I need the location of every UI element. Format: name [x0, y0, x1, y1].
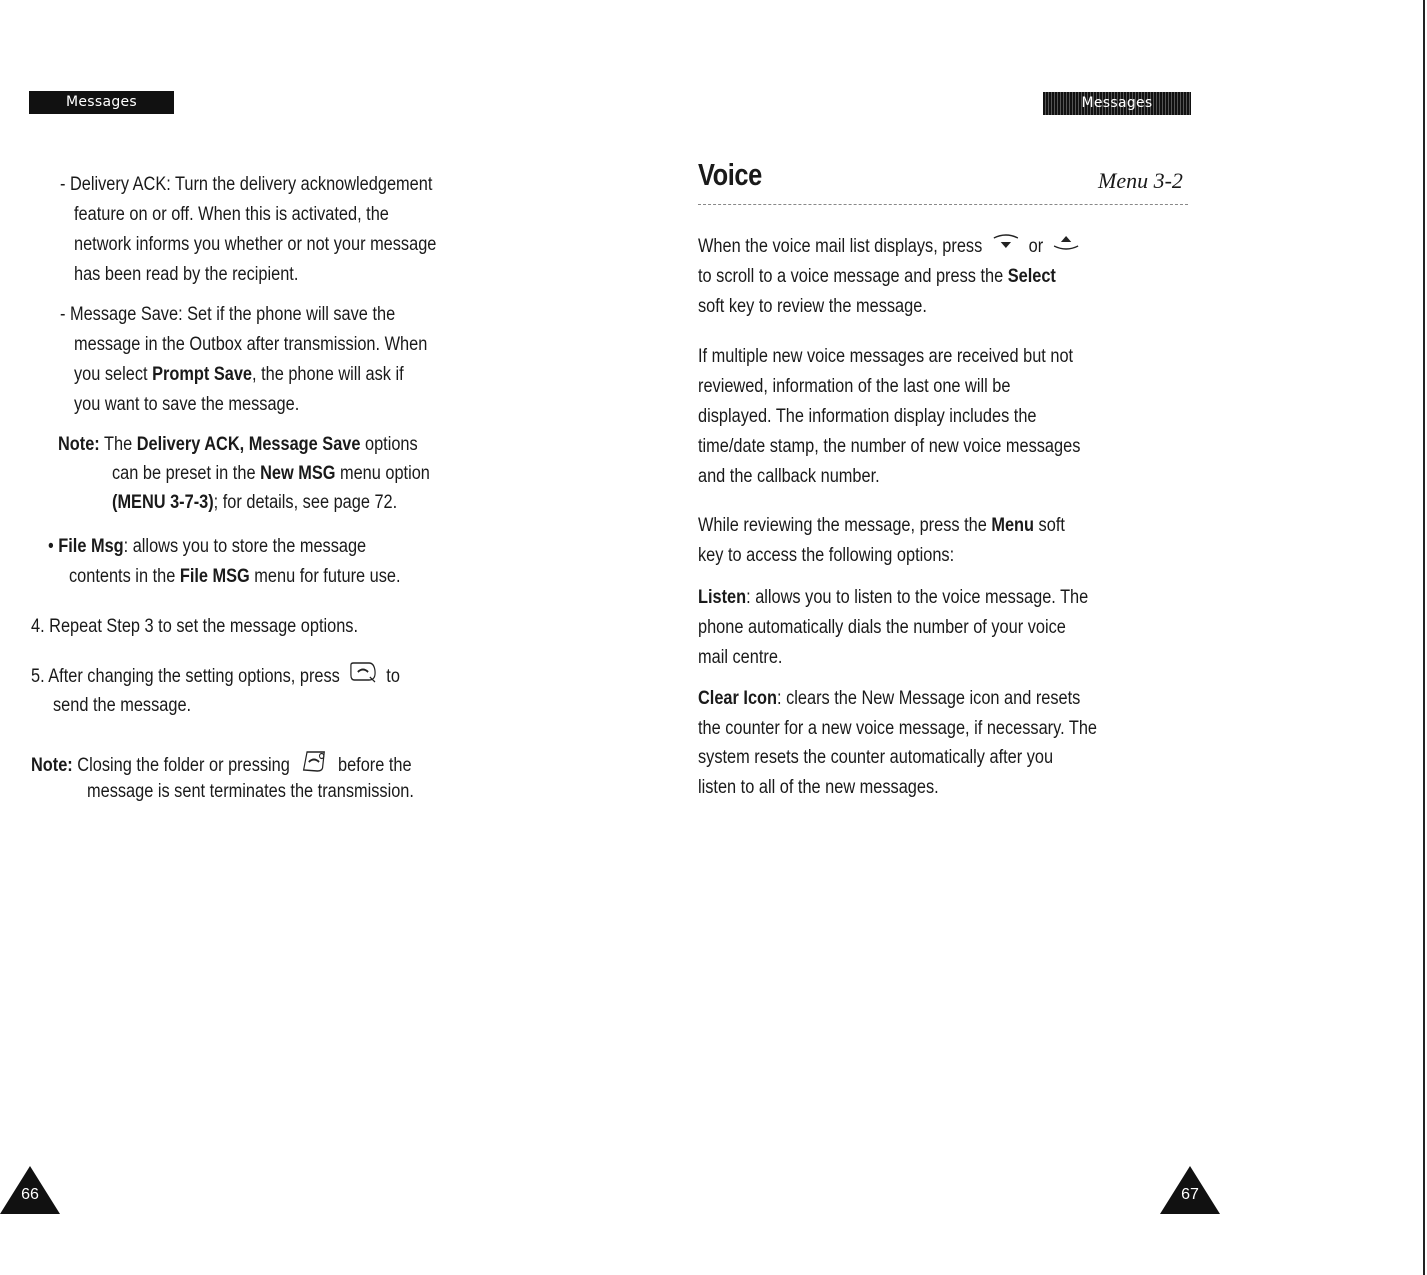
- message-save-line: you select Prompt Save, the phone will ask if: [74, 364, 404, 385]
- clear-icon-option: Clear Icon: clears the New Message icon and resets: [698, 688, 1081, 709]
- menu-reference: Menu 3-2: [1098, 168, 1183, 193]
- listen-option-line: phone automatically dials the number of your voice: [698, 617, 1066, 638]
- section-tab-left: Messages: [29, 91, 174, 114]
- voice-para-1: When the voice mail list displays, press or: [698, 232, 1090, 262]
- note-2-line: message is sent terminates the transmission.: [87, 781, 414, 802]
- send-key-icon: [348, 661, 377, 693]
- section-title: Voice: [698, 157, 762, 192]
- listen-option-line: mail centre.: [698, 647, 783, 668]
- voice-para-3-line: key to access the following options:: [698, 545, 955, 566]
- message-save-line: message in the Outbox after transmission. When: [74, 334, 428, 355]
- voice-para-3: While reviewing the message, press the Menu soft: [698, 515, 1065, 536]
- voice-para-2-line: reviewed, information of the last one will be: [698, 376, 1011, 397]
- voice-para-2-line: If multiple new voice messages are received but not: [698, 346, 1074, 367]
- note-1-line: (MENU 3-7-3); for details, see page 72.: [112, 492, 398, 513]
- voice-para-2-line: time/date stamp, the number of new voice messages: [698, 436, 1081, 457]
- clear-icon-option-line: system resets the counter automatically after you: [698, 747, 1054, 768]
- clear-icon-option-line: the counter for a new voice message, if necessary. The: [698, 718, 1098, 739]
- scroll-up-icon: [991, 232, 1020, 262]
- voice-para-1-line: soft key to review the message.: [698, 296, 927, 317]
- page-number-right: 67: [1160, 1166, 1220, 1214]
- section-tab-right: Messages: [1043, 92, 1191, 115]
- step-4: 4. Repeat Step 3 to set the message options.: [31, 616, 359, 637]
- step-5-line: send the message.: [53, 695, 192, 716]
- page-number-left: 66: [0, 1166, 60, 1214]
- note-1-line: can be preset in the New MSG menu option: [112, 463, 430, 484]
- listen-option: Listen: allows you to listen to the voice message. The: [698, 587, 1089, 608]
- clear-icon-option-line: listen to all of the new messages.: [698, 777, 939, 798]
- step-5: 5. After changing the setting options, press to: [31, 661, 400, 693]
- delivery-ack-line: has been read by the recipient.: [74, 264, 299, 285]
- note-1: Note: The Delivery ACK, Message Save options: [58, 434, 418, 455]
- delivery-ack-line: - Delivery ACK: Turn the delivery acknowledgement: [60, 174, 433, 195]
- file-msg-item: • File Msg: allows you to store the message: [48, 536, 367, 557]
- note-2: Note: Closing the folder or pressing before the: [31, 748, 412, 784]
- delivery-ack-line: network informs you whether or not your message: [74, 234, 437, 255]
- delivery-ack-line: feature on or off. When this is activated, the: [74, 204, 389, 225]
- voice-para-2-line: and the callback number.: [698, 466, 880, 487]
- message-save-line: - Message Save: Set if the phone will save the: [60, 304, 396, 325]
- file-msg-line: contents in the File MSG menu for future use.: [69, 566, 401, 587]
- scroll-down-icon: [1052, 232, 1081, 262]
- voice-para-1-line: to scroll to a voice message and press the Select: [698, 266, 1056, 287]
- message-save-line: you want to save the message.: [74, 394, 300, 415]
- voice-para-2-line: displayed. The information display includes the: [698, 406, 1037, 427]
- page-edge: [1423, 0, 1425, 1275]
- title-rule: [698, 204, 1188, 205]
